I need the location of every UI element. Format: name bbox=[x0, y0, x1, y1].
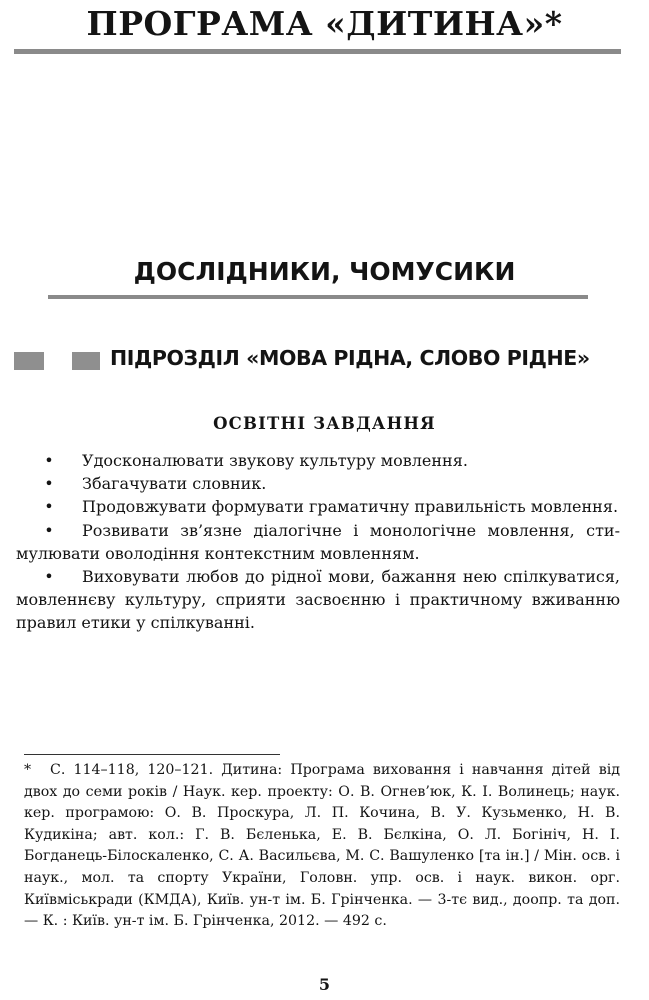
list-item-text: Розвивати зв’язне діалогічне і монологічне мовлення, стимулювати оволодіння контекстним мовленням. bbox=[16, 520, 620, 563]
list-item bbox=[16, 472, 620, 495]
section-divider bbox=[48, 295, 588, 299]
footnote-divider bbox=[24, 754, 280, 755]
bullet-icon: • bbox=[44, 520, 54, 540]
list-item bbox=[16, 495, 620, 518]
bullet-icon: • bbox=[44, 567, 54, 587]
bullet-icon: • bbox=[44, 474, 54, 494]
list-item-text: Удосконалювати звукову культуру мовлення. bbox=[82, 451, 468, 470]
list-item-text: Збагачувати словник. bbox=[82, 474, 267, 494]
bullet-icon: • bbox=[44, 451, 54, 470]
decorative-square-1 bbox=[14, 352, 44, 370]
header-divider bbox=[14, 49, 621, 54]
tasks-heading: ОСВІТНІ ЗАВДАННЯ bbox=[213, 414, 436, 433]
footnote-text: С. 114–118, 120–121. Дитина: Програма виховання і навчання дітей від двох до семи років / Наук. кер. проекту: О. В. Огнев’юк, К. І. Волинець; наук. кер. програмою: О. В. Проскура, Л. П. Кочина, В. У. Кузьменко, Н. В. Кудикіна; авт. кол.: Г. В. Бєленька, Е. В. Бєлкіна, О. Л. Богініч, Н. І. Богданець-Білоскаленко, С. А. Васильєва, М. С. Вашуленко [та ін.] / Мін. осв. і наук., мол. та спорту України, Головн. упр. осв. і наук. викон. орг. Київміськради (КМДА), Київ. ун-т ім. Б. Грінченка. — 3-тє вид., доопр. та доп. — К. : Київ. ун-т ім. Б. Грінченка, 2012. — 492 с. bbox=[24, 762, 620, 930]
list-item-text: Продовжувати формувати граматичну правильність мовлення. bbox=[82, 497, 619, 517]
list-item bbox=[16, 565, 620, 635]
tasks-list bbox=[16, 449, 620, 635]
subsection-title: ПІДРОЗДІЛ «МОВА РІДНА, СЛОВО РІДНЕ» bbox=[110, 346, 590, 370]
list-item-text: Виховувати любов до рідної мови, бажання нею спілкуватися, мовленнєву культуру, сприяти засвоєнню і практичному вживанню правил етики у спілкуванні. bbox=[16, 567, 620, 633]
list-item bbox=[16, 519, 620, 565]
program-title: ПРОГРАМА «ДИТИНА»* bbox=[86, 4, 563, 43]
section-title: ДОСЛІДНИКИ, ЧОМУСИКИ bbox=[133, 257, 516, 286]
decorative-square-2 bbox=[72, 352, 100, 370]
page-number: 5 bbox=[318, 975, 331, 994]
bullet-icon: • bbox=[44, 497, 54, 517]
footnote-mark: * bbox=[24, 762, 32, 778]
list-item bbox=[16, 449, 620, 472]
footnote bbox=[24, 760, 620, 933]
